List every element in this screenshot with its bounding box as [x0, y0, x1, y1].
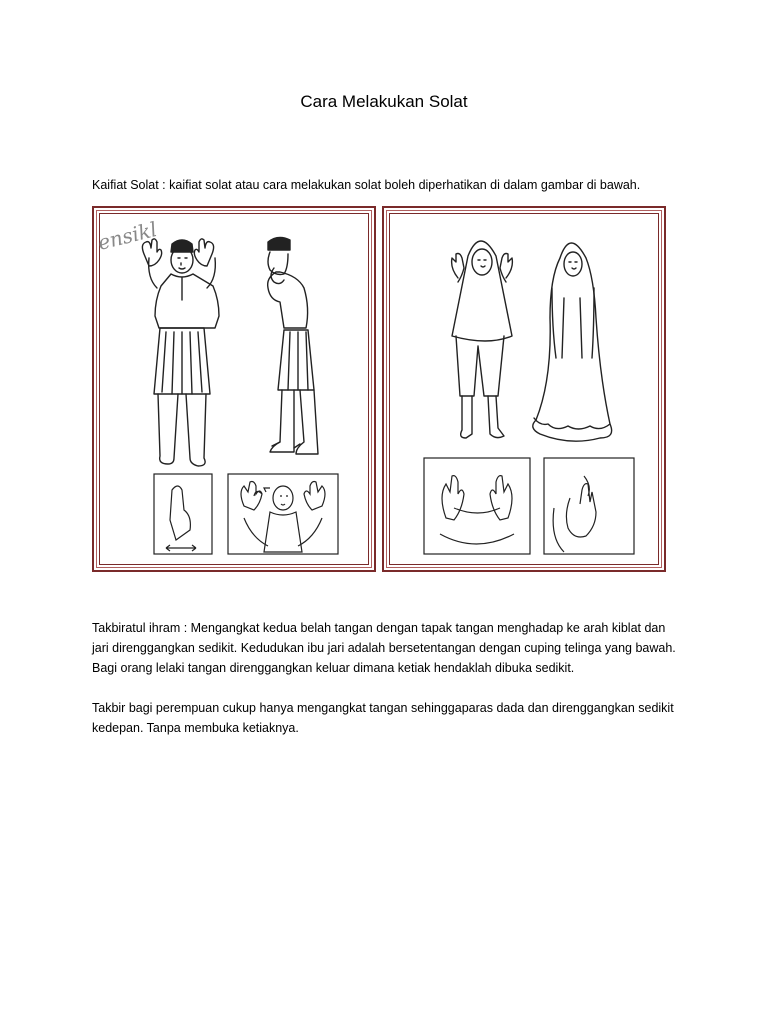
female-takbir-panel — [382, 206, 666, 572]
male-takbir-panel — [92, 206, 376, 572]
male-takbir-drawing — [94, 208, 378, 574]
takbir-female-paragraph: Takbir bagi perempuan cukup hanya mengangkat tangan sehinggaparas dada dan direnggangkan sedikit kedepan. Tanpa membuka ketiaknya. — [92, 701, 674, 735]
female-takbir-drawing — [384, 208, 668, 574]
intro-text: Kaifiat Solat : kaifiat solat atau cara melakukan solat boleh diperhatikan di dalam gambar di bawah. — [92, 178, 641, 192]
takbir-illustration — [92, 206, 666, 572]
page-title: Cara Melakukan Solat — [300, 92, 468, 111]
takbir-male-paragraph: Takbiratul ihram : Mengangkat kedua belah tangan dengan tapak tangan menghadap ke arah kiblat dan jari direnggangkan sedikit. Kedudukan ibu jari adalah bersetentangan dengan cuping telinga yang bawah. Bagi orang lelaki tangan direnggangkan keluar dimana ketiak hendaklah dibuka sedikit. — [92, 621, 676, 675]
watermark-text: ensikl — [95, 217, 160, 255]
